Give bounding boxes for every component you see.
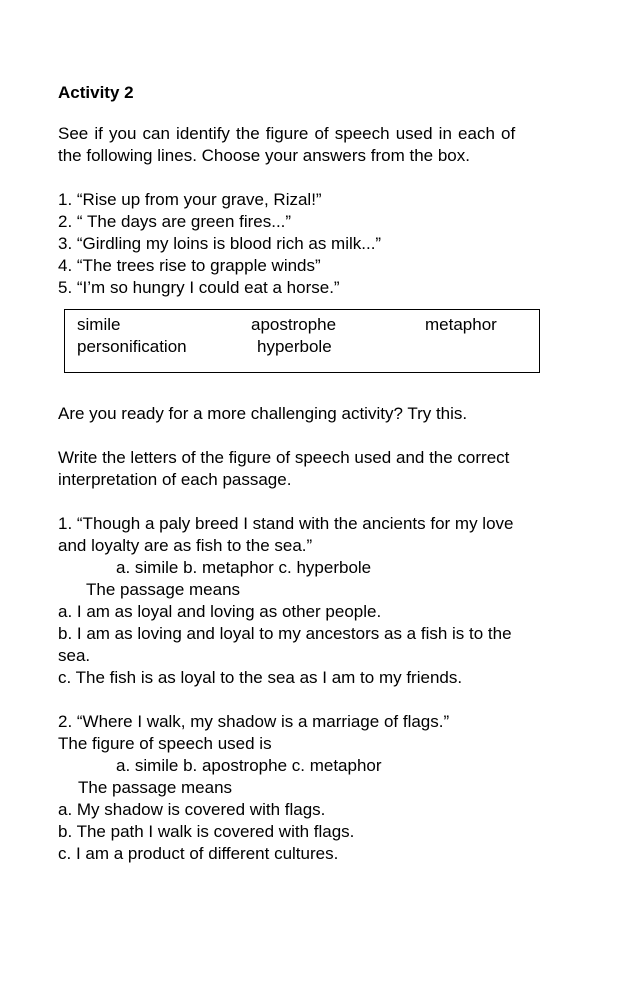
choice-personification: personification: [77, 337, 187, 356]
activity-line-5: 5. “I’m so hungry I could eat a horse.”: [58, 278, 340, 297]
challenge-intro: Are you ready for a more challenging activity? Try this.: [58, 404, 468, 423]
question-1-answer-b-line-2: sea.: [58, 646, 91, 665]
question-2-means-label: The passage means: [78, 778, 233, 797]
activity-line-2: 2. “ The days are green fires...”: [58, 212, 292, 231]
choice-metaphor: metaphor: [425, 315, 497, 334]
worksheet-page: [58, 82, 580, 865]
question-2-answer-c: c. I am a product of different cultures.: [58, 844, 339, 863]
activity-line-3: 3. “Girdling my loins is blood rich as milk...”: [58, 234, 382, 253]
choice-simile: simile: [77, 315, 121, 334]
question-2-figure-options: a. simile b. apostrophe c. metaphor: [116, 756, 382, 775]
answer-choices-box: [64, 309, 540, 373]
choice-apostrophe: apostrophe: [251, 315, 337, 334]
question-2-figure-label: The figure of speech used is: [58, 734, 272, 753]
choice-hyperbole: hyperbole: [257, 337, 332, 356]
activity-title: Activity 2: [58, 83, 134, 102]
question-2-answer-b: b. The path I walk is covered with flags.: [58, 822, 355, 841]
question-1-passage-line-2: and loyalty are as fish to the sea.”: [58, 536, 313, 555]
activity-instruction-line-1: See if you can identify the figure of speech used in each of: [58, 124, 516, 143]
question-1-answer-a: a. I am as loyal and loving as other people.: [58, 602, 382, 621]
challenge-instruction-line-2: interpretation of each passage.: [58, 470, 292, 489]
question-1-answer-b-line-1: b. I am as loving and loyal to my ancestors as a fish is to the: [58, 624, 512, 643]
question-2-passage: 2. “Where I walk, my shadow is a marriage of flags.”: [58, 712, 450, 731]
question-2-answer-a: a. My shadow is covered with flags.: [58, 800, 326, 819]
question-1-passage-line-1: 1. “Though a paly breed I stand with the ancients for my love: [58, 514, 514, 533]
question-1-means-label: The passage means: [86, 580, 241, 599]
challenge-instruction-line-1: Write the letters of the figure of speech used and the correct: [58, 448, 510, 467]
question-1: [58, 513, 580, 689]
question-1-figure-options: a. simile b. metaphor c. hyperbole: [116, 558, 372, 577]
activity-line-1: 1. “Rise up from your grave, Rizal!”: [58, 190, 322, 209]
question-1-answer-c: c. The fish is as loyal to the sea as I am to my friends.: [58, 668, 463, 687]
activity-lines-list: [58, 189, 580, 299]
activity-line-4: 4. “The trees rise to grapple winds”: [58, 256, 321, 275]
question-2: [58, 711, 580, 865]
activity-instruction-line-2: the following lines. Choose your answers from the box.: [58, 146, 470, 165]
